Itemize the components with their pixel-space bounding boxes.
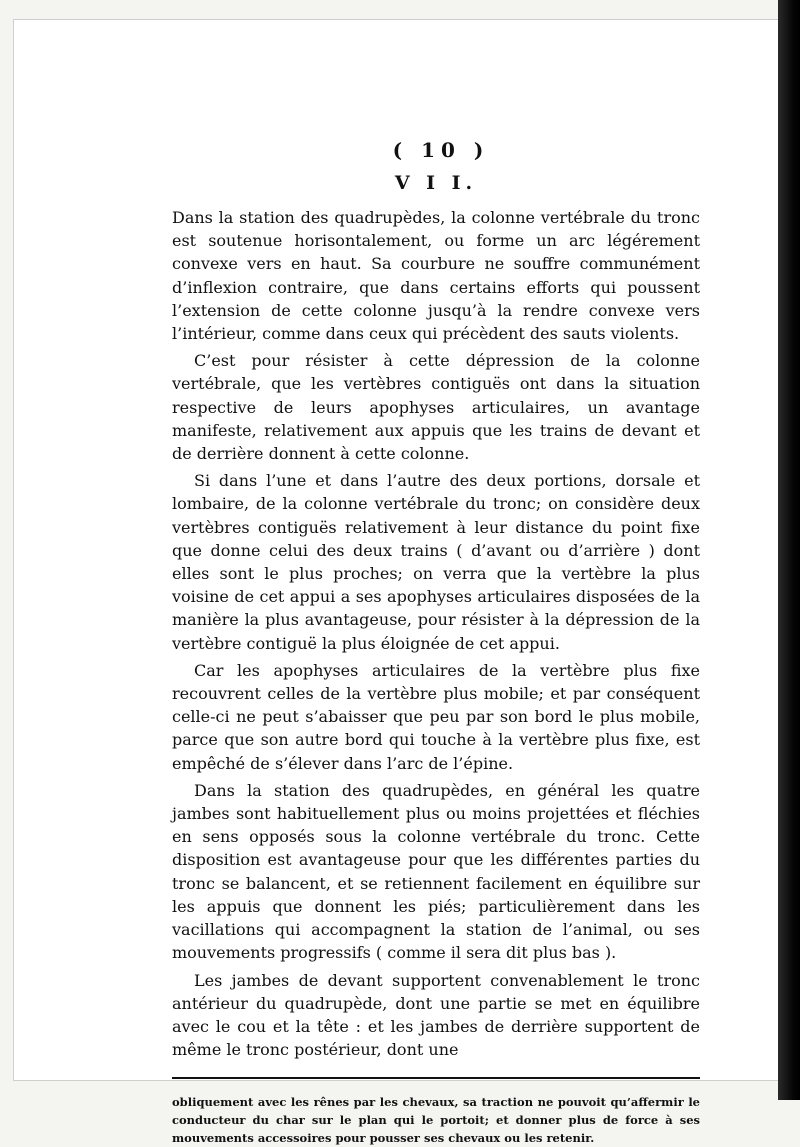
footnote: obliquement avec les rênes par les chevaux, sa traction ne pouvoit qu’affermir le conducteur du char sur le plan qui le portoit; et donner plus de force à ses mouvements accessoires pour pousser ses chevaux ou les retenir.	[172, 1095, 700, 1146]
page-content	[172, 138, 700, 1147]
section-heading: V I I.	[394, 172, 478, 194]
document-page	[14, 20, 778, 1146]
paragraph-4: Car les apophyses articulaires de la vertèbre plus fixe recouvrent celles de la vertèbre plus mobile; et par conséquent celle-ci ne peut s’abaisser que peu par son bord le plus mobile, parce que son autre bord qui touche à la vertèbre plus fixe, est empêché de s’élever dans l’arc de l’épine.	[172, 660, 700, 773]
paragraph-2: C’est pour résister à cette dépression de la colonne vertébrale, que les vertèbres contiguës ont dans la situation respective de leurs apophyses articulaires, un avantage manifeste, relativement aux appuis que les trains de devant et de derrière donnent à cette colonne.	[172, 351, 700, 464]
paragraph-3: Si dans l’une et dans l’autre des deux portions, dorsale et lombaire, de la colonne vertébrale du tronc; on considère deux vertèbres contiguës relativement à leur distance du point fixe que donne celui des deux trains ( d’avant ou d’arrière ) dont elles sont le plus proches; on verra que la vertèbre la plus voisine de cet appui a ses apophyses articulaires disposées de la manière la plus avantageuse, pour résister à la dépression de la vertèbre contiguë la plus éloignée de cet appui.	[172, 471, 700, 653]
footnote-rule	[172, 1077, 700, 1079]
page-number: ( 10 )	[392, 138, 490, 162]
paragraph-6: Les jambes de devant supportent convenablement le tronc antérieur du quadrupède, dont une partie se met en équilibre avec le cou et la tête : et les jambes de derrière supportent de même le tronc postérieur, dont une	[172, 970, 700, 1060]
paragraph-1: Dans la station des quadrupèdes, la colonne vertébrale du tronc est soutenue horisontalement, ou forme un arc légérement convexe vers en haut. Sa courbure ne souffre communément d’inflexion contraire, que dans certains efforts qui poussent l’extension de cette colonne jusqu’à la rendre convexe vers l’intérieur, comme dans ceux qui précèdent des sauts violents.	[172, 208, 700, 344]
scan-dark-edge	[778, 0, 800, 1100]
paragraph-5: Dans la station des quadrupèdes, en général les quatre jambes sont habituellement plus ou moins projettées et fléchies en sens opposés sous la colonne vertébrale du tronc. Cette disposition est avantageuse pour que les différentes parties du tronc se balancent, et se retiennent facilement en équilibre sur les appuis que donnent les piés; particulièrement dans les vacillations qui accompagnent la station de l’animal, ou ses mouvements progressifs ( comme il sera dit plus bas ).	[172, 780, 700, 963]
